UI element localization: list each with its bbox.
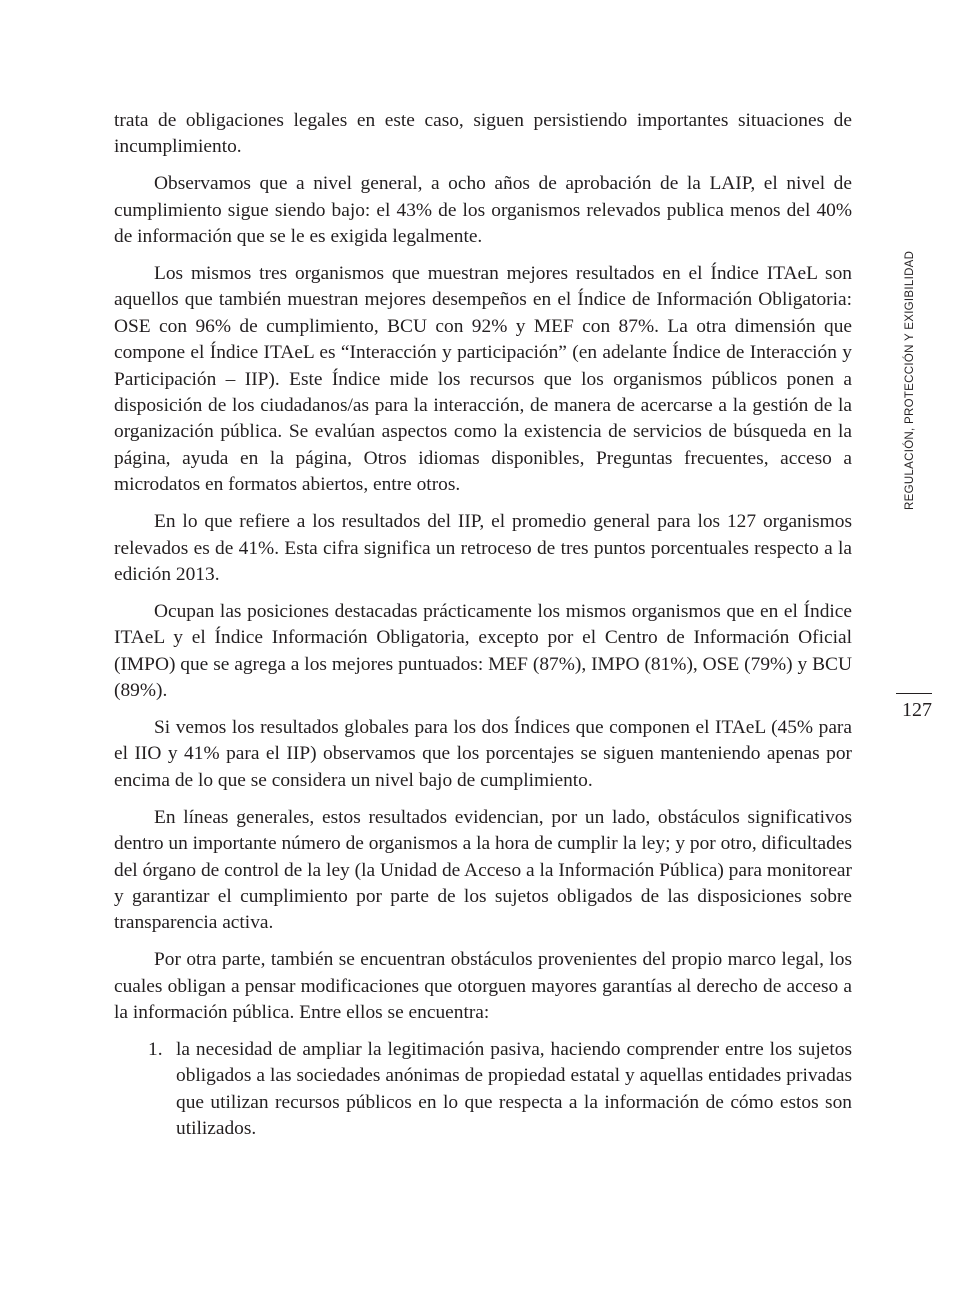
paragraph-top-organisms: Ocupan las posiciones destacadas prácticamente los mismos organismos que en el Índice ITAeL y el Índice Información Obligatoria, excepto por el Centro de Información Oficial (IMPO) que se agrega a los mejores puntuados: MEF (87%), IMPO (81%), OSE (79%) y BCU (89%). (114, 600, 852, 702)
paragraph-itael-dimensions: Los mismos tres organismos que muestran mejores resultados en el Índice ITAeL son aquellos que también muestran mejores desempeños en el Índice de Información Obligatoria: OSE con 96% de cumplimiento, BCU con 92% y MEF con 87%. La otra dimensión que compone el Índice ITAeL es “Interacción y participación” (en adelante Índice de Interacción y Participación – IIP). Este Índice mide los recursos que los organismos públicos ponen a disposición de los ciudadanos/as para la interacción, de manera de acercarse a la gestión de la organización pública. Se evalúan aspectos como la existencia de servicios de búsqueda en la página, ayuda en la página, Otros idiomas disponibles, Preguntas frecuentes, acceso a microdatos en formatos abiertos, entre otros. (114, 263, 852, 496)
paragraph-obstacles: En líneas generales, estos resultados evidencian, por un lado, obstáculos significativos dentro un importante número de organismos a la hora de cumplir la ley; y por otro, dificultades del órgano de control de la ley (la Unidad de Acceso a la Información Pública) para monitorear y garantizar el cumplimiento por parte de los sujetos obligados de las disposiciones sobre transparencia activa. (114, 806, 852, 934)
page-body (114, 108, 852, 1143)
numbered-list (114, 1037, 852, 1143)
paragraph-global-results: Si vemos los resultados globales para los dos Índices que componen el ITAeL (45% para el IIO y 41% para el IIP) observamos que los porcentajes se siguen manteniendo apenas por encima de lo que se considera un nivel bajo de cumplimiento. (114, 717, 852, 791)
page-number: 127 (902, 699, 932, 721)
list-item (114, 1037, 852, 1143)
list-item-number: 1. (148, 1039, 163, 1060)
list-item-text: la necesidad de ampliar la legitimación pasiva, haciendo comprender entre los sujetos obligados a las sociedades anónimas de propiedad estatal y aquellas entidades privadas que utilizan recursos públicos en lo que respecta a la información de cómo estos son utilizados. (176, 1039, 852, 1140)
paragraph-legal-framework: Por otra parte, también se encuentran obstáculos provenientes del propio marco legal, los cuales obligan a pensar modificaciones que otorguen mayores garantías al derecho de acceso a la información pública. Entre ellos se encuentra: (114, 949, 852, 1024)
running-head-vertical: REGULACIÓN, PROTECCIÓN Y EXIGIBILIDAD (904, 250, 916, 510)
paragraph-iip-results: En lo que refiere a los resultados del IIP, el promedio general para los 127 organismos relevados es de 41%. Esta cifra significa un retroceso de tres puntos porcentuales respecto a la edición 2013. (114, 511, 852, 585)
paragraph-continuation: trata de obligaciones legales en este caso, siguen persistiendo importantes situaciones de incumplimiento. (114, 110, 852, 158)
paragraph-general-level: Observamos que a nivel general, a ocho años de aprobación de la LAIP, el nivel de cumplimiento sigue siendo bajo: el 43% de los organismos relevados publica menos del 40% de información que se le es exigida legalmente. (114, 173, 852, 248)
page-number-rule (896, 693, 932, 694)
